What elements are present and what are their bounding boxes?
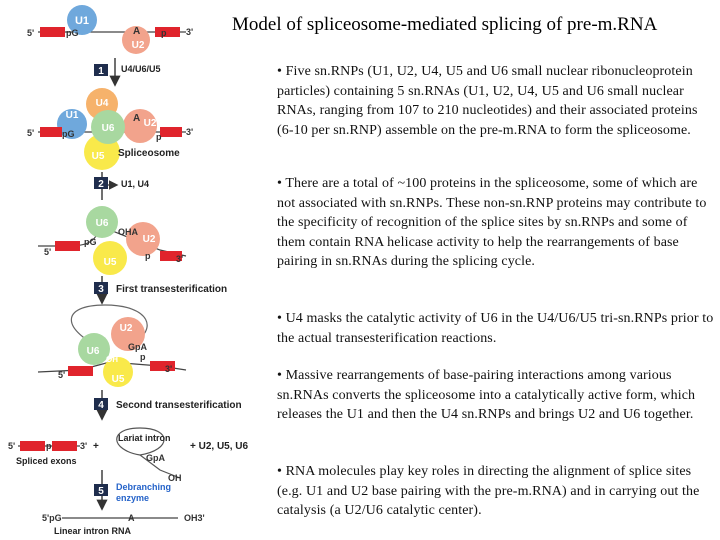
released-snrnps-label: + U2, U5, U6 <box>190 441 249 452</box>
spliced-exon-2 <box>52 441 77 451</box>
splicing-diagram <box>0 0 275 540</box>
branch-a-s5: A <box>128 513 135 523</box>
p-site-s1: p <box>156 132 162 142</box>
exon-2-s1 <box>160 127 182 137</box>
pg-site-s2: pG <box>84 237 97 247</box>
u2-label-s1: U2 <box>143 118 157 129</box>
step-1-number: 1 <box>98 66 104 77</box>
three-prime-end-s4: 3' <box>80 441 88 451</box>
p-site-s4: p <box>46 441 52 451</box>
u2-label: U2 <box>131 40 145 51</box>
u1-label: U1 <box>74 15 90 27</box>
five-prime-end-s4: 5' <box>8 441 16 451</box>
step-4-number: 4 <box>98 400 104 411</box>
oh-site-s3: OH <box>106 355 118 364</box>
step-2 <box>94 172 149 200</box>
stage-pre-mrna <box>27 5 193 54</box>
exon-1-s2 <box>55 241 80 251</box>
step-5-number: 5 <box>98 486 104 497</box>
p-site: p <box>161 28 167 38</box>
u5-label: U5 <box>91 151 105 162</box>
stage-linear-intron <box>42 513 205 536</box>
p-site-s2: p <box>145 251 151 261</box>
five-prime-end-s3: 5' <box>58 370 66 380</box>
three-prime-end-s3: 3' <box>165 364 173 374</box>
exon-1-s1 <box>40 127 62 137</box>
bullet-1: • Five sn.RNPs (U1, U2, U4, U5 and U6 small nuclear ribonucleoprotein particles) containing 5 sn.RNAs (U1, U2, U4, U5 and U6 small nuclear RNAs, ranging from 107 to 210 nucleotides) and their associated proteins (6-10 per sn.RNP) assemble on the pre-m.RNA to form the spliceosome. <box>277 64 698 138</box>
step-2-number: 2 <box>98 179 104 190</box>
three-prime-end-s2: 3' <box>176 254 184 264</box>
step-5 <box>94 470 171 508</box>
u6-label-s3: U6 <box>86 346 100 357</box>
u6-label: U6 <box>101 123 115 134</box>
step-3-number: 3 <box>98 284 104 295</box>
u1-label-s1: U1 <box>65 110 79 121</box>
branch-a-s1: A <box>133 113 141 124</box>
step-3 <box>94 276 227 302</box>
debranching-enzyme-line-2: enzyme <box>116 493 150 503</box>
debranching-enzyme-line-1: Debranching <box>116 482 172 492</box>
p-site-s3: p <box>140 352 146 362</box>
five-prime-end-s2: 5' <box>44 247 52 257</box>
linear-intron-label: Linear intron RNA <box>54 526 132 536</box>
exon-1 <box>40 27 65 37</box>
spliced-exon-1 <box>20 441 45 451</box>
stage-spliceosome <box>27 88 193 170</box>
step-4 <box>94 390 242 418</box>
spliced-exons-label: Spliced exons <box>16 456 77 466</box>
plus-sign: + <box>93 441 99 452</box>
three-prime-end-s1: 3' <box>186 127 194 137</box>
five-prime-end: 5' <box>27 28 35 38</box>
stage-products <box>8 428 249 483</box>
bullet-4: • Massive rearrangements of base-pairing interactions among various sn.RNAs converts the spliceosome into a catalytically active form, which releases the U1 and then the U4 sn.RNPs and brings U2 and U6 together. <box>277 368 696 422</box>
spliceosome-label: Spliceosome <box>118 148 180 159</box>
u4-label: U4 <box>95 98 109 109</box>
u5-label-s3: U5 <box>111 374 125 385</box>
bullet-5: • RNA molecules play key roles in directing the alignment of splice sites (e.g. U1 and U2 base pairing with the pre-m.RNA) and in carrying out the catalysis (a U2/U6 catalytic center). <box>277 464 700 518</box>
gpa-site-s3: GpA <box>128 342 147 352</box>
stage-active <box>38 206 186 275</box>
u2-label-s3: U2 <box>119 323 133 334</box>
step-3-label: First transesterification <box>116 284 228 295</box>
slide-title: Model of spliceosome-mediated splicing of pre-m.RNA <box>232 14 658 35</box>
exon-2 <box>155 27 180 37</box>
step-1-label: U4/U6/U5 <box>121 64 161 74</box>
bullet-3: • U4 masks the catalytic activity of U6 in the U4/U6/U5 tri-sn.RNPs prior to the actual transesterification reactions. <box>277 311 714 346</box>
pg-site-s1: pG <box>62 129 75 139</box>
branch-a: A <box>133 26 141 37</box>
oh-site-s4: OH <box>168 473 182 483</box>
u6-label-s2: U6 <box>95 218 109 229</box>
step-2-label: U1, U4 <box>121 179 150 189</box>
oha-site: OHA <box>118 227 138 237</box>
u5-label-s2: U5 <box>103 257 117 268</box>
three-prime-end: 3' <box>186 27 194 37</box>
five-prime-end-s1: 5' <box>27 128 35 138</box>
stage-lariat-intermediate <box>38 305 186 387</box>
bullet-2: • There are a total of ~100 proteins in the spliceosome, some of which are not associated with sn.RNPs. These non-sn.RNP proteins may contribute to the specificity of recognition of the splice sites by sn.RNPs and some of them contain RNA helicase activity to help the rearrangements of base pairing in sn.RNAs during the splicing cycle. <box>277 176 707 269</box>
five-prime-pg: 5'pG <box>42 513 62 523</box>
lariat-intron-label: Lariat intron <box>118 433 171 443</box>
step-1 <box>94 58 161 84</box>
step-4-label: Second transesterification <box>116 400 242 411</box>
oh3-site: OH3' <box>184 513 205 523</box>
exon-1-s3 <box>68 366 93 376</box>
gpa-site-s4: GpA <box>146 453 165 463</box>
u2-label-s2: U2 <box>142 234 156 245</box>
pg-site: pG <box>66 28 79 38</box>
